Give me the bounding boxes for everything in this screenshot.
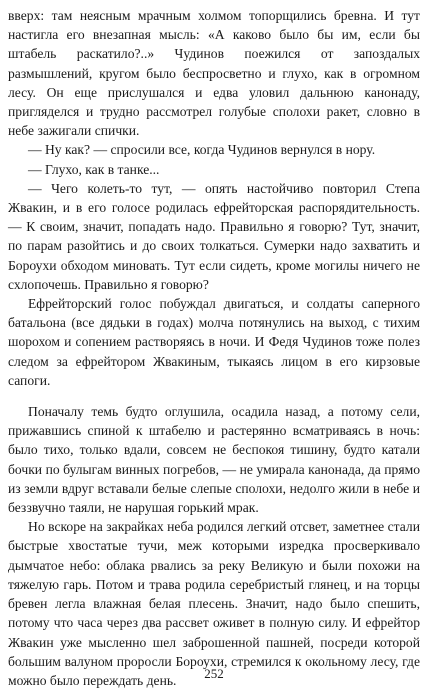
paragraph-3: — Глухо, как в танке... bbox=[28, 161, 160, 177]
paragraph-2: — Ну как? — спросили все, когда Чудинов вернулся в нору. bbox=[28, 142, 376, 158]
paragraph-6: Поначалу темь будто оглушила, осадила назад, а потому сели, прижавшись спиной к штабелю и растерянно всматриваясь в ночь: было тихо, только вдали, совсем не беспокоя тишину, будто катали бочки по булыгам винных погребов, — не умирала канонада, да прямо из земли вдруг вставали белые слепые сполохи, недолго жили в небе и беззвучно таяли, не нарушая горький мрак. bbox=[8, 404, 420, 516]
paragraph-1: вверх: там неясным мрачным холмом топорщились бревна. И тут настигла его внезапная мысль: «А каково было бы им, если бы штабель раскатило?..» Чудинов поежился от запоздалых размышлений, кругом было беспросветно и глухо, как в огромном лесу. Он еще прислушался и едва уловил дальнюю канонаду, пригляделся и трудно рассмотрел голубые сполохи ракет, словно в небе зажигали спички. bbox=[8, 8, 420, 139]
paragraph-5: Ефрейторский голос побуждал двигаться, и солдаты саперного батальона (все дядьки в годах) молча потянулись на выход, с тихим шорохом и сопением растворяясь в ночи. И Федя Чудинов тоже полез следом за ефрейтором Жвакиным, тыкаясь лицом в его кирзовые сапоги. bbox=[8, 296, 420, 388]
paragraph-gap bbox=[8, 390, 420, 402]
page-number: 252 bbox=[204, 666, 224, 681]
paragraph-4: — Чего колеть-то тут, — опять настойчиво повторил Степа Жвакин, и в его голосе родилась ефрейторская распорядительность. — К своим, значит, попадать надо. Правильно я говорю? Тут, значит, по парам разойтись и до своих толкаться. Сумерки надо захватить и Бороухи обходом миновать. Тут если сидеть, кроме могилы ничего не схлопочешь. Правильно я говорю? bbox=[8, 180, 420, 292]
paragraph-7: Но вскоре на закрайках неба родился легкий отсвет, заметнее стали быстрые хвостатые тучи, меж которыми изредка просверкивало дымчатое небо: облака рвались за реку Великую и были похожи на тяжелую гарь. Потом и трава родила серебристый глянец, и на торцы бревен легла влажная белая плесень. Значит, надо было спешить, потому что часа через два рассвет оживет в полную силу. И ефрейтор Жвакин уже мысленно шел заброшенной пашней, посреди которой большим валуном проросли Бороухи, стремился к окольному лесу, где можно было переждать день. bbox=[8, 519, 420, 688]
book-page bbox=[8, 6, 420, 690]
